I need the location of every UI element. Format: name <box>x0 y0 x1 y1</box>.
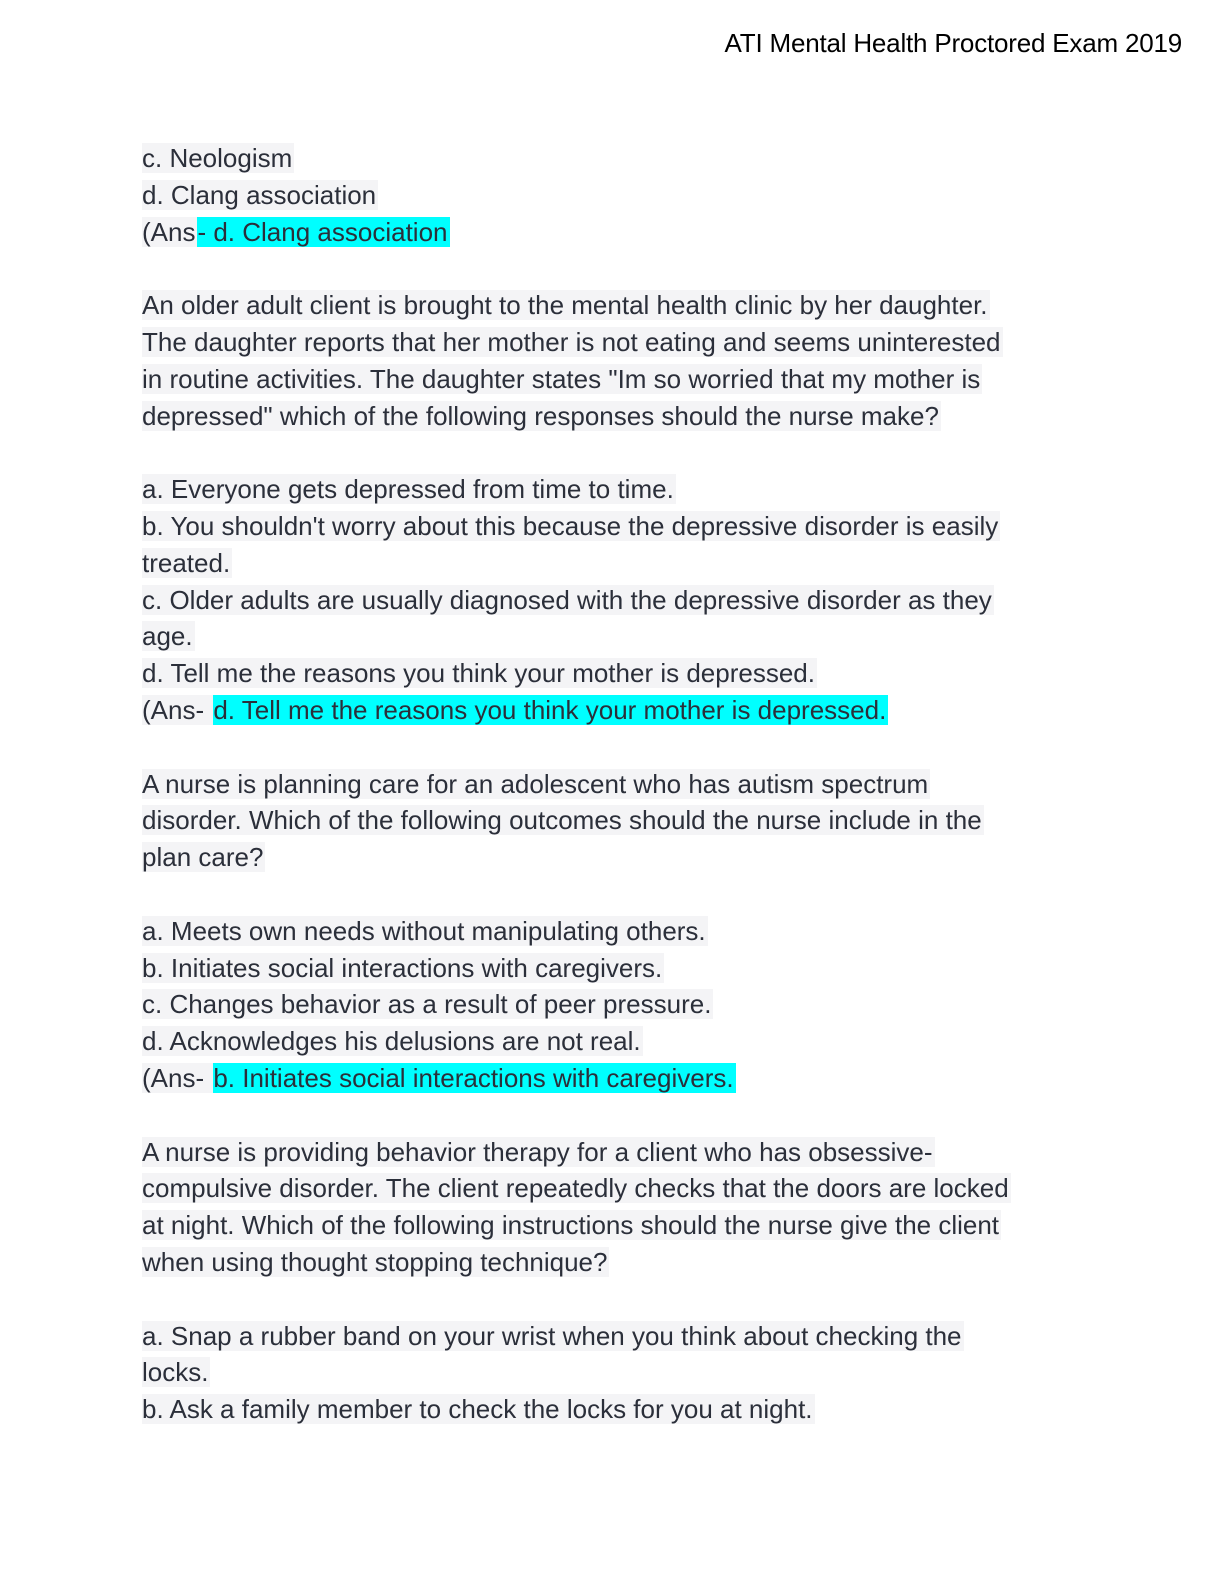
option-a: a. Snap a rubber band on your wrist when you think about checking the <box>142 1320 962 1351</box>
option-c: c. Neologism <box>142 143 293 173</box>
question-block-ocd <box>142 1134 1082 1428</box>
question-stem-line: compulsive disorder. The client repeatedly checks that the doors are locked <box>142 1173 1009 1204</box>
document-body <box>142 140 1082 1428</box>
question-stem-line: plan care? <box>142 842 264 873</box>
question-stem-line: depressed" which of the following responses should the nurse make? <box>142 400 939 431</box>
page-header-title: ATI Mental Health Proctored Exam 2019 <box>724 28 1182 58</box>
option-a-cont: locks. <box>142 1357 209 1388</box>
option-d: d. Acknowledges his delusions are not real. <box>142 1026 641 1057</box>
question-stem-line: A nurse is planning care for an adolescent who has autism spectrum <box>142 768 929 799</box>
question-stem-line: disorder. Which of the following outcomes should the nurse include in the <box>142 805 982 836</box>
option-d: d. Clang association <box>142 179 377 210</box>
option-b: b. Ask a family member to check the locks for you at night. <box>142 1394 813 1425</box>
question-block-autism <box>142 766 1082 1097</box>
answer-highlight: d. Tell me the reasons you think your mother is depressed. <box>213 694 887 725</box>
question-stem-line: An older adult client is brought to the mental health clinic by her daughter. <box>142 290 988 321</box>
option-b-cont: treated. <box>142 547 231 578</box>
option-c: c. Older adults are usually diagnosed with the depressive disorder as they <box>142 584 992 615</box>
option-c: c. Changes behavior as a result of peer pressure. <box>142 989 712 1020</box>
answer-line <box>142 692 1082 729</box>
question-stem-line: A nurse is providing behavior therapy for a client who has obsessive- <box>142 1136 933 1167</box>
answer-prefix: (Ans- <box>142 1062 212 1093</box>
question-block-clang <box>142 140 1082 250</box>
answer-highlight: - d. Clang association <box>197 216 448 247</box>
answer-line <box>142 214 1082 251</box>
answer-prefix: (Ans- <box>142 694 212 725</box>
question-stem-line: when using thought stopping technique? <box>142 1246 608 1277</box>
option-b: b. You shouldn't worry about this because the depressive disorder is easily <box>142 510 999 541</box>
option-c-cont: age. <box>142 621 193 652</box>
option-a: a. Everyone gets depressed from time to time. <box>142 474 674 505</box>
option-b: b. Initiates social interactions with caregivers. <box>142 952 663 983</box>
question-stem-line: in routine activities. The daughter states "Im so worried that my mother is <box>142 363 981 394</box>
answer-highlight: b. Initiates social interactions with caregivers. <box>213 1062 734 1093</box>
question-stem-line: at night. Which of the following instructions should the nurse give the client <box>142 1210 1000 1241</box>
question-block-depression <box>142 287 1082 729</box>
answer-line <box>142 1060 1082 1097</box>
option-d: d. Tell me the reasons you think your mother is depressed. <box>142 658 815 689</box>
option-a: a. Meets own needs without manipulating others. <box>142 915 706 946</box>
question-stem-line: The daughter reports that her mother is not eating and seems uninterested <box>142 326 1001 357</box>
answer-prefix: (Ans <box>142 216 196 247</box>
